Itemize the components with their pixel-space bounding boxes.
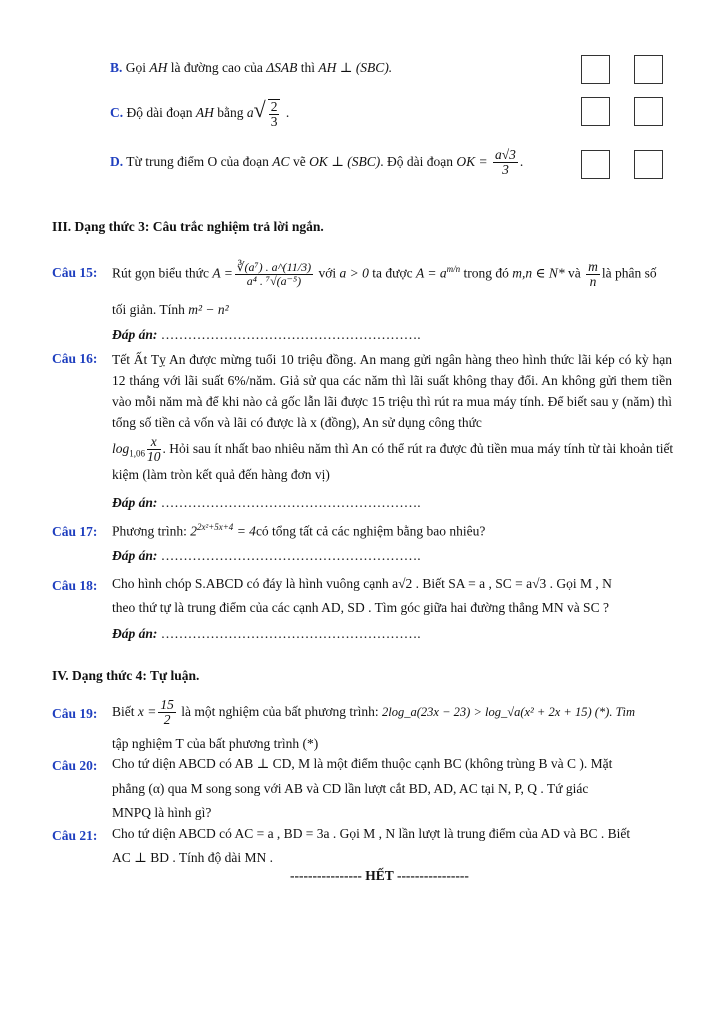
fraction: $\frac{x}{10}$ [147,434,161,465]
q-text: Rút gọn biểu thức [112,265,209,281]
true-checkbox[interactable] [581,55,610,84]
false-checkbox[interactable] [634,150,663,179]
answer-dots: …………………………………………………. [160,495,421,510]
option-text: Gọi [125,60,147,75]
math: 2log_a(23x − 23) > log_√a(x² + 2x + 15) (*). Tìm [382,705,636,719]
answer-dots: …………………………………………………. [160,626,421,641]
answer-label: Đáp án: [112,495,158,510]
question-20-line3: MNPQ là hình gì? [112,805,212,820]
fraction: $\frac{m}{n}$ [588,258,598,289]
question-number: Câu 19: [52,706,98,721]
option-text: Độ dài đoạn [126,105,193,120]
math: AH ⊥ (SBC). [318,60,393,75]
option-text: vẽ [292,153,306,169]
true-checkbox[interactable] [581,150,610,179]
question-16-cont [112,435,677,485]
answer-dots: …………………………………………………. [160,327,421,342]
math: AH [195,105,214,120]
math: A = [212,265,233,281]
question-19 [112,694,635,730]
footer-end: ---------------- HẾT ---------------- [290,868,469,883]
exponent: 2x²+5x+4 [196,522,234,532]
question-number: Câu 21: [52,828,98,843]
option-b [110,60,392,76]
fraction: $\frac{2}{3}$ [268,99,281,129]
question-21-line1: Cho tứ diện ABCD có AC = a , BD = 3a . Gọi M , N lần lượt là trung điểm của AD và BC . Biết [112,826,631,841]
answer-label: Đáp án: [112,327,158,342]
punct: . [285,105,290,120]
math: A = a [415,265,447,281]
q-text: là phân số [601,265,657,281]
fraction: $\frac{a√3}{3}$ [495,147,516,178]
question-19-line2: tập nghiệm T của bất phương trình (*) [112,736,319,751]
math: log [112,440,130,456]
true-checkbox[interactable] [581,97,610,126]
q-text: là một nghiệm của bất phương trình: [181,704,379,719]
question-number: Câu 17: [52,524,98,539]
math: a > 0 [339,265,369,281]
false-checkbox[interactable] [634,97,663,126]
fraction: $\frac{\text{∛(a⁷) . a\textasciicircum{}(11/3)}}{\text{a⁴ . ⁷√(a⁻⁵)}}$ [236,260,312,288]
exponent: m/n [446,264,461,274]
answer-line[interactable] [112,626,421,642]
q-text: tối giản. Tính [112,302,185,317]
option-label: D. [110,153,124,169]
question-number: Câu 16: [52,351,98,366]
q-text: Tết Ất Tỵ An được mừng tuổi 10 triệu đồng. An mang gửi ngân hàng theo hình thức lãi kép có kỳ hạn 12 tháng với lãi suất 6%/năm. Giả sử qua các năm thì lãi suất không thay đổi. An không gửi them tiền vào mỗi năm mà để khi nào cả gốc lẫn lãi được 15 triệu thì rút ra mua máy tính. Để biết sau y (năm) thì tổng số tiền cả vốn và lãi có được là x (đồng), An sử dụng công thức [112,352,672,430]
answer-line[interactable] [112,495,421,511]
math: = 4 [236,523,256,539]
answer-line[interactable] [112,327,421,343]
question-15 [112,249,677,294]
question-16 [112,349,672,433]
fraction: $\frac{15}{2}$ [160,697,174,728]
q-text: trong đó [463,265,509,281]
question-17 [112,522,485,540]
option-text: là đường cao của [170,60,263,75]
math: 2 [190,523,197,539]
q-text: Phương trình: [112,523,187,539]
answer-label: Đáp án: [112,548,158,563]
question-number: Câu 20: [52,758,98,773]
option-label: B. [110,60,123,75]
section-title: III. Dạng thức 3: Câu trắc nghiệm trả lời ngắn. [52,219,324,234]
question-number: Câu 15: [52,265,98,280]
math: AH [149,60,168,75]
math: AC [272,153,290,169]
answer-label: Đáp án: [112,626,158,641]
q-text: có tổng tất cả các nghiệm bằng bao nhiêu? [255,523,486,539]
option-text: . Độ dài đoạn [380,153,453,169]
option-d [110,148,523,177]
math: m,n ∈ N* [512,265,565,281]
question-21-line2: AC ⊥ BD . Tính độ dài MN . [112,850,273,865]
math: m² − n² [188,302,229,317]
math: ΔSAB [266,60,298,75]
q-text: và [567,265,581,281]
q-text: ta được [372,265,413,281]
option-text: Từ trung điểm O của đoạn [126,153,269,169]
question-15-line2 [112,302,229,318]
math: OK = [456,153,488,169]
q-text: Biết [112,704,135,719]
math: x = [137,704,157,719]
log-base: 1,06 [129,448,146,459]
question-20-line1: Cho tứ diện ABCD có AB ⊥ CD, M là một điểm thuộc cạnh BC (không trùng B và C ). Mặt [112,756,613,771]
false-checkbox[interactable] [634,55,663,84]
punct: . [519,153,524,169]
question-18-line2: theo thứ tự là trung điểm của các cạnh AD, SD . Tìm góc giữa hai đường thẳng MN và SC ? [112,600,609,615]
section-title: IV. Dạng thức 4: Tự luận. [52,668,200,683]
option-label: C. [110,105,124,120]
option-c: C. Độ dài đoạn AH bằng a√ $\frac{2}{3}$ . [110,97,290,129]
question-20-line2: phẳng (α) qua M song song với AB và CD lần lượt cắt BD, AD, AC tại N, P, Q . Tứ giác [112,781,589,796]
option-text: bằng [217,105,244,120]
q-text: . Hỏi sau ít nhất bao nhiêu năm thì An có thể rút ra được đủ tiền mua máy tính từ tài khoản tiết kiệm (làm tròn kết quả đến hàng đơn vị) [112,440,674,483]
answer-line[interactable] [112,548,421,564]
q-text: với [318,265,337,281]
option-text: thì [300,60,315,75]
math: a [246,105,254,120]
answer-dots: …………………………………………………. [160,548,421,563]
question-number: Câu 18: [52,578,98,593]
math: OK ⊥ (SBC) [309,153,381,169]
question-18-line1: Cho hình chóp S.ABCD có đáy là hình vuông cạnh a√2 . Biết SA = a , SC = a√3 . Gọi M , N [112,576,612,591]
